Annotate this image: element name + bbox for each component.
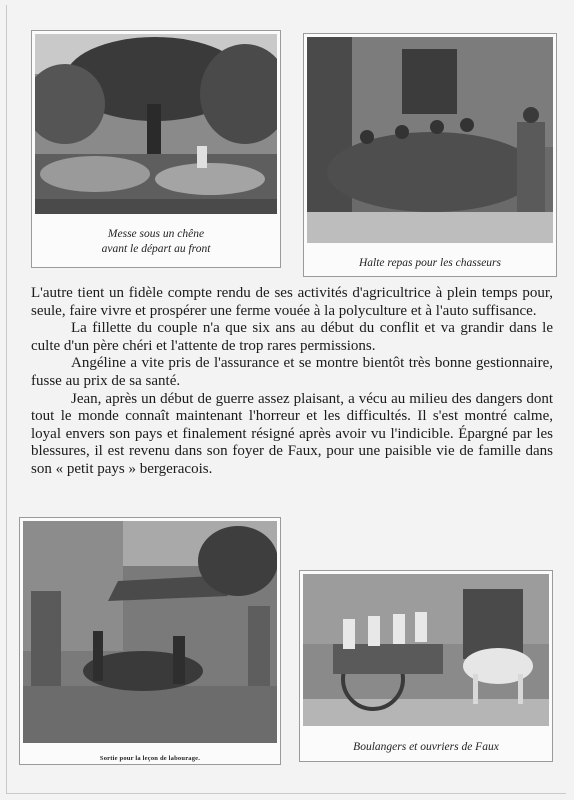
photo-card-boulangers bbox=[299, 570, 553, 762]
caption-halte: Halte repas pour les chasseurs bbox=[358, 257, 502, 269]
paragraph-4: Jean, après un début de guerre assez plaisant, a vécu au milieu des dangers dont tout le monde connaît maintenant l'horreur et les difficultés. Il s'est montré calme, loyal envers son pays et finalement résigné après avoir vu l'indicible. Épargné par les blessures, il est revenu dans son foyer de Faux, pour une paisible vie de famille dans son « petit pays » bergeracois. bbox=[31, 390, 553, 477]
photo-card-halte bbox=[303, 33, 557, 277]
caption-labour: Sortie pour la leçon de labourage. bbox=[99, 755, 201, 762]
body-text bbox=[31, 285, 553, 479]
photo-card-messe bbox=[31, 30, 281, 268]
paragraph-3: Angéline a vite pris de l'assurance et se montre bientôt très bonne gestionnaire, fusse au prix de sa santé. bbox=[31, 355, 553, 389]
paragraph-1: L'autre tient un fidèle compte rendu de ses activités d'agricultrice à plein temps pour, seule, faire vivre et prospérer une ferme vouée à la polyculture et à l'auto suffisance. bbox=[31, 285, 553, 319]
caption-messe-line2: avant le départ au front bbox=[101, 243, 211, 255]
caption-boulangers: Boulangers et ouvriers de Faux bbox=[353, 741, 499, 753]
photo-messe bbox=[35, 34, 277, 214]
caption-messe-line1: Messe sous un chêne bbox=[107, 228, 205, 240]
paragraph-2: La fillette du couple n'a que six ans au début du conflit et va grandir dans le culte d'un père chéri et l'attente de trop rares permissions. bbox=[31, 320, 553, 354]
photo-boulangers bbox=[303, 574, 549, 726]
photo-card-labour bbox=[19, 517, 281, 765]
photo-halte bbox=[307, 37, 553, 243]
photo-labour bbox=[23, 521, 277, 743]
caption-messe bbox=[32, 227, 280, 257]
